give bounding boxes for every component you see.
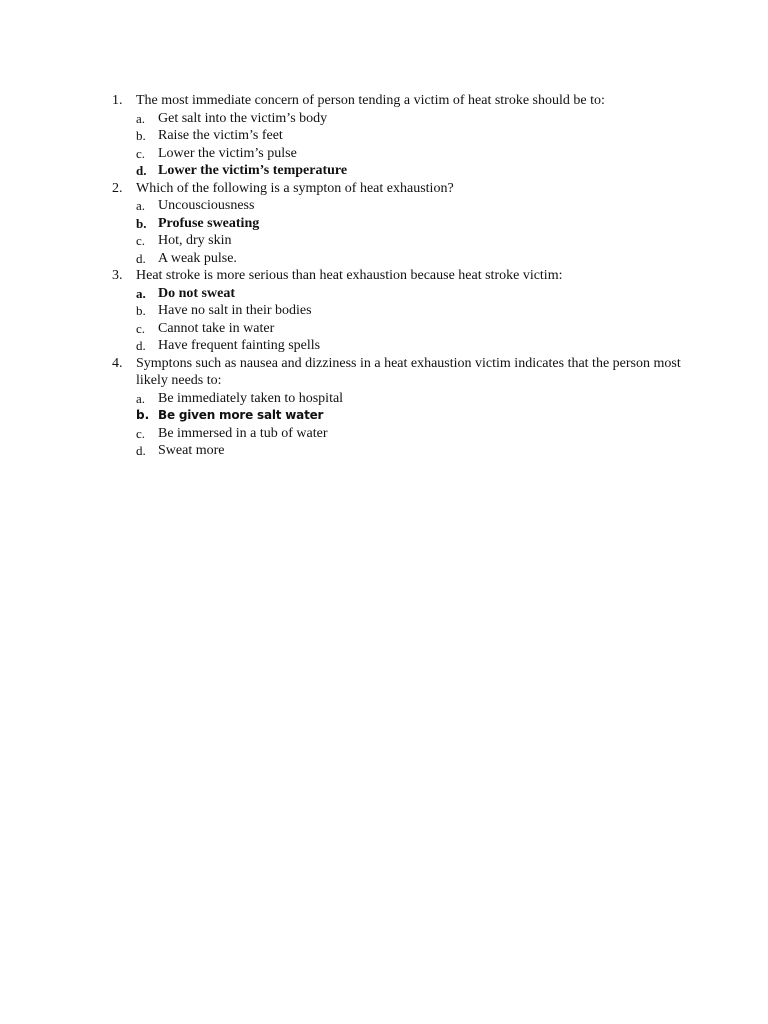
option-text: Sweat more: [158, 443, 225, 458]
option-text: Lower the victim’s temperature: [158, 163, 348, 178]
question-text: Which of the following is a sympton of heat exhaustion?: [136, 180, 454, 196]
question-text: The most immediate concern of person tending a victim of heat stroke should be to:: [136, 93, 605, 108]
option-text: Be immersed in a tub of water: [158, 425, 328, 441]
option-letter: c.: [136, 320, 146, 336]
option-letter: a.: [136, 198, 146, 213]
option-text: Do not sweat: [158, 285, 235, 301]
question-3: [112, 267, 687, 355]
option-item: [112, 425, 687, 443]
option-letter: b.: [136, 215, 147, 231]
option-letter: c.: [136, 425, 146, 441]
option-letter: a.: [136, 390, 146, 406]
question-number: 4.: [112, 355, 123, 371]
option-letter: a.: [136, 110, 146, 126]
question-text: Heat stroke is more serious than heat exhaustion because heat stroke victim:: [136, 268, 563, 283]
option-letter: b.: [136, 303, 146, 318]
option-text: Lower the victim’s pulse: [158, 145, 297, 161]
option-list: [112, 285, 687, 355]
option-text: Raise the victim’s feet: [158, 128, 283, 143]
option-item-correct: [112, 407, 687, 425]
option-item: [112, 232, 687, 250]
option-letter: b.: [136, 128, 146, 143]
question-1: [112, 92, 687, 180]
option-text: Have no salt in their bodies: [158, 303, 312, 318]
option-list: [112, 110, 687, 180]
option-item: [112, 145, 687, 163]
option-text: Be immediately taken to hospital: [158, 390, 344, 406]
option-text: Hot, dry skin: [158, 233, 232, 248]
option-list: [112, 390, 687, 460]
option-text: Cannot take in water: [158, 320, 275, 336]
option-item-correct: [112, 285, 687, 303]
question-number: 1.: [112, 93, 123, 108]
option-item: [112, 110, 687, 128]
question-number: 3.: [112, 268, 123, 283]
question-row: [112, 267, 687, 285]
option-item: [112, 337, 687, 355]
option-item: [112, 320, 687, 338]
question-row: [112, 355, 687, 390]
question-text: Symptons such as nausea and dizziness in a heat exhaustion victim indicates that the person most likely needs to:: [136, 355, 681, 388]
quiz-list: [112, 92, 687, 460]
question-4: [112, 355, 687, 460]
option-text: Have frequent fainting spells: [158, 338, 321, 353]
option-item: [112, 127, 687, 145]
option-text: A weak pulse.: [158, 250, 237, 266]
option-letter: d.: [136, 163, 147, 178]
option-item: [112, 250, 687, 268]
option-item: [112, 390, 687, 408]
option-letter: a.: [136, 285, 146, 301]
option-item: [112, 197, 687, 215]
option-letter: d.: [136, 250, 146, 266]
option-letter: c.: [136, 233, 146, 248]
option-text: Be given more salt water: [158, 408, 324, 422]
option-text: Uncousciousness: [158, 198, 255, 213]
question-number: 2.: [112, 180, 123, 196]
question-row: [112, 180, 687, 198]
question-row: [112, 92, 687, 110]
option-letter: d.: [136, 443, 146, 458]
option-item-correct: [112, 162, 687, 180]
option-list: [112, 197, 687, 267]
option-item: [112, 302, 687, 320]
question-2: [112, 180, 687, 268]
option-text: Profuse sweating: [158, 215, 260, 231]
option-letter: b.: [136, 408, 150, 422]
option-item-correct: [112, 215, 687, 233]
option-letter: d.: [136, 338, 146, 353]
option-text: Get salt into the victim’s body: [158, 110, 328, 126]
option-item: [112, 442, 687, 460]
option-letter: c.: [136, 145, 146, 161]
